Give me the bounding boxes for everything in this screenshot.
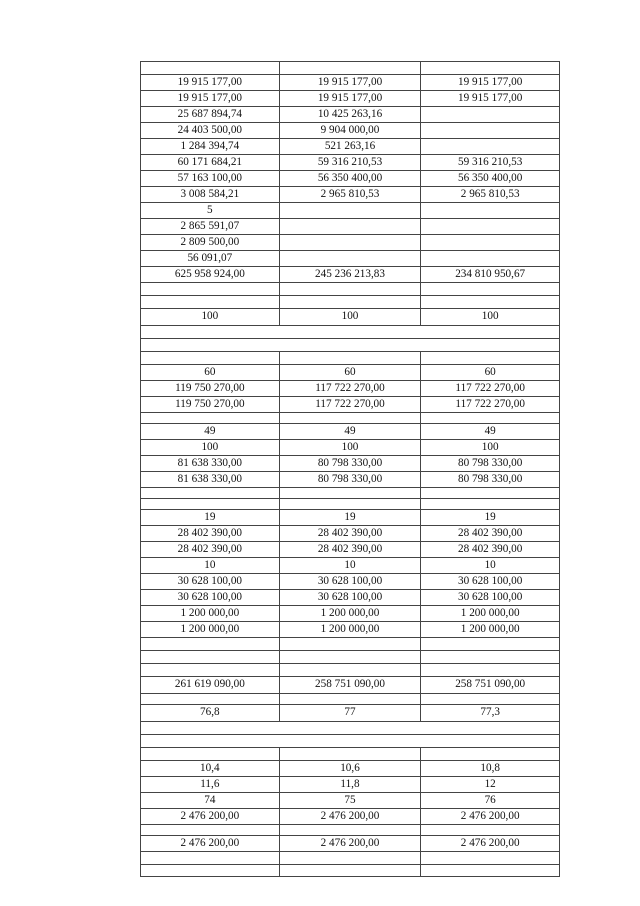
table-cell bbox=[280, 722, 422, 734]
table-cell bbox=[421, 62, 560, 74]
table-cell: 59 316 210,53 bbox=[421, 155, 560, 170]
table-row bbox=[140, 351, 560, 364]
table-row bbox=[140, 760, 560, 776]
table-cell: 80 798 330,00 bbox=[280, 472, 422, 487]
table-cell: 12 bbox=[421, 777, 560, 792]
table-cell: 5 bbox=[141, 203, 280, 218]
table-cell: 56 091,07 bbox=[141, 251, 280, 266]
table-cell: 57 163 100,00 bbox=[141, 171, 280, 186]
table-cell: 117 722 270,00 bbox=[280, 397, 422, 412]
table-cell: 100 bbox=[141, 309, 280, 325]
table-row bbox=[140, 338, 560, 351]
table-row bbox=[140, 234, 560, 250]
table-row bbox=[140, 325, 560, 338]
table-row bbox=[140, 509, 560, 525]
table-row bbox=[140, 423, 560, 439]
table-cell bbox=[141, 488, 280, 498]
table-cell bbox=[280, 651, 422, 663]
table-row bbox=[140, 455, 560, 471]
table-cell: 1 200 000,00 bbox=[280, 622, 422, 637]
table-cell bbox=[421, 339, 560, 351]
table-row bbox=[140, 412, 560, 423]
table-row bbox=[140, 557, 560, 573]
table-cell: 30 628 100,00 bbox=[280, 590, 422, 605]
table-cell: 28 402 390,00 bbox=[280, 542, 422, 557]
table-cell bbox=[280, 499, 422, 509]
table-cell: 80 798 330,00 bbox=[280, 456, 422, 471]
table-cell: 19 915 177,00 bbox=[280, 75, 422, 90]
table-cell: 19 915 177,00 bbox=[141, 91, 280, 106]
table-cell: 119 750 270,00 bbox=[141, 397, 280, 412]
table-row bbox=[140, 747, 560, 760]
table-row bbox=[140, 106, 560, 122]
table-row bbox=[140, 202, 560, 218]
table-row bbox=[140, 396, 560, 412]
table-cell: 19 bbox=[280, 510, 422, 525]
table-cell: 625 958 924,00 bbox=[141, 267, 280, 282]
table-row bbox=[140, 90, 560, 106]
table-cell: 49 bbox=[421, 424, 560, 439]
table-cell bbox=[280, 339, 422, 351]
table-cell: 19 bbox=[141, 510, 280, 525]
table-row bbox=[140, 250, 560, 266]
table-row bbox=[140, 650, 560, 663]
table-cell bbox=[141, 296, 280, 308]
table-cell bbox=[421, 139, 560, 154]
table-cell: 60 171 684,21 bbox=[141, 155, 280, 170]
table-row bbox=[140, 364, 560, 380]
table-cell: 234 810 950,67 bbox=[421, 267, 560, 282]
table-cell: 25 687 894,74 bbox=[141, 107, 280, 122]
table-cell bbox=[280, 865, 422, 876]
table-cell bbox=[280, 638, 422, 650]
table-row bbox=[140, 138, 560, 154]
table-cell: 56 350 400,00 bbox=[280, 171, 422, 186]
table-cell: 74 bbox=[141, 793, 280, 808]
table-cell: 60 bbox=[280, 365, 422, 380]
table-cell bbox=[421, 825, 560, 835]
table-cell: 30 628 100,00 bbox=[141, 574, 280, 589]
table-row bbox=[140, 734, 560, 747]
table-cell: 76,8 bbox=[141, 705, 280, 721]
table-cell: 10 bbox=[421, 558, 560, 573]
table-cell: 2 476 200,00 bbox=[421, 809, 560, 824]
table-cell: 49 bbox=[141, 424, 280, 439]
table-cell bbox=[280, 748, 422, 760]
table-cell: 258 751 090,00 bbox=[421, 677, 560, 693]
table-row bbox=[140, 439, 560, 455]
table-cell: 28 402 390,00 bbox=[141, 526, 280, 541]
table-cell: 80 798 330,00 bbox=[421, 472, 560, 487]
table-cell: 30 628 100,00 bbox=[141, 590, 280, 605]
table-cell: 100 bbox=[280, 440, 422, 455]
table-row bbox=[140, 824, 560, 835]
table-cell: 81 638 330,00 bbox=[141, 456, 280, 471]
table-cell bbox=[280, 488, 422, 498]
table-cell bbox=[141, 499, 280, 509]
table-cell: 77 bbox=[280, 705, 422, 721]
table-cell bbox=[421, 235, 560, 250]
table-cell: 19 915 177,00 bbox=[141, 75, 280, 90]
table-cell: 3 008 584,21 bbox=[141, 187, 280, 202]
table-row bbox=[140, 573, 560, 589]
table-row bbox=[140, 851, 560, 864]
table-cell bbox=[421, 219, 560, 234]
table-cell bbox=[280, 664, 422, 676]
table-cell: 1 200 000,00 bbox=[421, 622, 560, 637]
table-row bbox=[140, 621, 560, 637]
table-cell: 2 476 200,00 bbox=[280, 809, 422, 824]
table-cell bbox=[421, 664, 560, 676]
table-cell bbox=[141, 664, 280, 676]
table-row bbox=[140, 61, 560, 74]
table-cell bbox=[421, 722, 560, 734]
table-cell bbox=[421, 107, 560, 122]
table-row bbox=[140, 154, 560, 170]
table-row bbox=[140, 266, 560, 282]
table-cell: 1 200 000,00 bbox=[141, 622, 280, 637]
table-cell bbox=[280, 694, 422, 704]
table-cell: 117 722 270,00 bbox=[421, 381, 560, 396]
table-row bbox=[140, 487, 560, 498]
table-row bbox=[140, 864, 560, 877]
table-cell: 245 236 213,83 bbox=[280, 267, 422, 282]
table-cell: 60 bbox=[141, 365, 280, 380]
table-cell bbox=[141, 748, 280, 760]
table-cell bbox=[280, 283, 422, 295]
table-cell bbox=[141, 339, 280, 351]
table-cell: 80 798 330,00 bbox=[421, 456, 560, 471]
table-cell: 258 751 090,00 bbox=[280, 677, 422, 693]
table-cell bbox=[280, 62, 422, 74]
table-cell bbox=[141, 638, 280, 650]
table-cell: 100 bbox=[421, 309, 560, 325]
table-cell: 19 bbox=[421, 510, 560, 525]
table-row bbox=[140, 776, 560, 792]
table-cell bbox=[421, 488, 560, 498]
table-row bbox=[140, 704, 560, 721]
table-cell bbox=[141, 722, 280, 734]
table-cell bbox=[280, 296, 422, 308]
table-cell: 75 bbox=[280, 793, 422, 808]
table-cell: 10 bbox=[280, 558, 422, 573]
table-cell: 10,6 bbox=[280, 761, 422, 776]
table-cell: 100 bbox=[141, 440, 280, 455]
table-row bbox=[140, 170, 560, 186]
table-cell: 59 316 210,53 bbox=[280, 155, 422, 170]
table-cell bbox=[141, 651, 280, 663]
table-row bbox=[140, 541, 560, 557]
table-cell bbox=[141, 413, 280, 423]
table-row bbox=[140, 295, 560, 308]
table-cell: 19 915 177,00 bbox=[421, 75, 560, 90]
table-cell: 28 402 390,00 bbox=[421, 526, 560, 541]
table-row bbox=[140, 282, 560, 295]
table-cell bbox=[141, 62, 280, 74]
table-cell: 9 904 000,00 bbox=[280, 123, 422, 138]
table-cell bbox=[280, 825, 422, 835]
table-cell: 10 425 263,16 bbox=[280, 107, 422, 122]
table-row bbox=[140, 693, 560, 704]
table-cell: 77,3 bbox=[421, 705, 560, 721]
table-cell bbox=[141, 326, 280, 338]
table-row bbox=[140, 637, 560, 650]
table-cell: 19 915 177,00 bbox=[421, 91, 560, 106]
table-cell bbox=[421, 296, 560, 308]
table-cell: 1 200 000,00 bbox=[421, 606, 560, 621]
table-cell: 2 476 200,00 bbox=[141, 836, 280, 851]
table-cell: 2 476 200,00 bbox=[280, 836, 422, 851]
table-cell bbox=[280, 852, 422, 864]
table-cell bbox=[280, 203, 422, 218]
table-cell bbox=[421, 852, 560, 864]
table-cell: 261 619 090,00 bbox=[141, 677, 280, 693]
table-cell: 49 bbox=[280, 424, 422, 439]
table-cell bbox=[141, 694, 280, 704]
table-cell: 100 bbox=[421, 440, 560, 455]
table-row bbox=[140, 589, 560, 605]
table-cell: 10 bbox=[141, 558, 280, 573]
table-cell: 1 200 000,00 bbox=[141, 606, 280, 621]
table-cell: 56 350 400,00 bbox=[421, 171, 560, 186]
table-row bbox=[140, 218, 560, 234]
table-cell bbox=[280, 352, 422, 364]
table-cell: 19 915 177,00 bbox=[280, 91, 422, 106]
table-cell: 2 865 591,07 bbox=[141, 219, 280, 234]
table-cell bbox=[421, 283, 560, 295]
table-cell bbox=[421, 251, 560, 266]
table-cell: 1 284 394,74 bbox=[141, 139, 280, 154]
table-cell: 81 638 330,00 bbox=[141, 472, 280, 487]
table-cell: 11,6 bbox=[141, 777, 280, 792]
table-cell: 28 402 390,00 bbox=[421, 542, 560, 557]
table-cell: 100 bbox=[280, 309, 422, 325]
table-row bbox=[140, 308, 560, 325]
table-cell bbox=[421, 326, 560, 338]
table-row bbox=[140, 380, 560, 396]
table-cell: 10,8 bbox=[421, 761, 560, 776]
table-row bbox=[140, 471, 560, 487]
table-cell: 10,4 bbox=[141, 761, 280, 776]
table-cell: 76 bbox=[421, 793, 560, 808]
table-cell: 119 750 270,00 bbox=[141, 381, 280, 396]
table-row bbox=[140, 498, 560, 509]
table-cell bbox=[141, 865, 280, 876]
table-cell bbox=[141, 283, 280, 295]
table-cell bbox=[280, 326, 422, 338]
table-row bbox=[140, 186, 560, 202]
table-cell bbox=[141, 735, 280, 747]
table-cell bbox=[421, 352, 560, 364]
table-cell bbox=[280, 235, 422, 250]
table-row bbox=[140, 808, 560, 824]
table-cell: 521 263,16 bbox=[280, 139, 422, 154]
table-cell: 30 628 100,00 bbox=[421, 574, 560, 589]
table-cell bbox=[421, 865, 560, 876]
table-cell bbox=[421, 651, 560, 663]
table-cell: 1 200 000,00 bbox=[280, 606, 422, 621]
table-cell bbox=[280, 735, 422, 747]
table-row bbox=[140, 74, 560, 90]
table-cell bbox=[141, 352, 280, 364]
table-row bbox=[140, 122, 560, 138]
table-cell bbox=[280, 413, 422, 423]
table-cell: 28 402 390,00 bbox=[280, 526, 422, 541]
table-cell bbox=[421, 638, 560, 650]
table-cell: 117 722 270,00 bbox=[280, 381, 422, 396]
table-row bbox=[140, 835, 560, 851]
table-cell: 30 628 100,00 bbox=[421, 590, 560, 605]
table-cell: 2 809 500,00 bbox=[141, 235, 280, 250]
table-cell: 11,8 bbox=[280, 777, 422, 792]
table-cell: 117 722 270,00 bbox=[421, 397, 560, 412]
table-cell bbox=[141, 852, 280, 864]
table-cell bbox=[421, 694, 560, 704]
table-cell: 2 476 200,00 bbox=[421, 836, 560, 851]
table-cell: 2 476 200,00 bbox=[141, 809, 280, 824]
table-cell: 30 628 100,00 bbox=[280, 574, 422, 589]
table-cell: 2 965 810,53 bbox=[280, 187, 422, 202]
table-cell bbox=[421, 735, 560, 747]
table-row bbox=[140, 792, 560, 808]
table-row bbox=[140, 525, 560, 541]
table-cell bbox=[280, 251, 422, 266]
table-cell: 60 bbox=[421, 365, 560, 380]
table-cell: 24 403 500,00 bbox=[141, 123, 280, 138]
table-cell: 28 402 390,00 bbox=[141, 542, 280, 557]
table-cell bbox=[421, 413, 560, 423]
table-row bbox=[140, 605, 560, 621]
table-cell bbox=[421, 203, 560, 218]
table-cell bbox=[280, 219, 422, 234]
table-cell bbox=[421, 499, 560, 509]
table-row bbox=[140, 676, 560, 693]
table-row bbox=[140, 663, 560, 676]
table-cell bbox=[421, 123, 560, 138]
table-cell bbox=[421, 748, 560, 760]
table-cell bbox=[141, 825, 280, 835]
table-row bbox=[140, 721, 560, 734]
table-cell: 2 965 810,53 bbox=[421, 187, 560, 202]
